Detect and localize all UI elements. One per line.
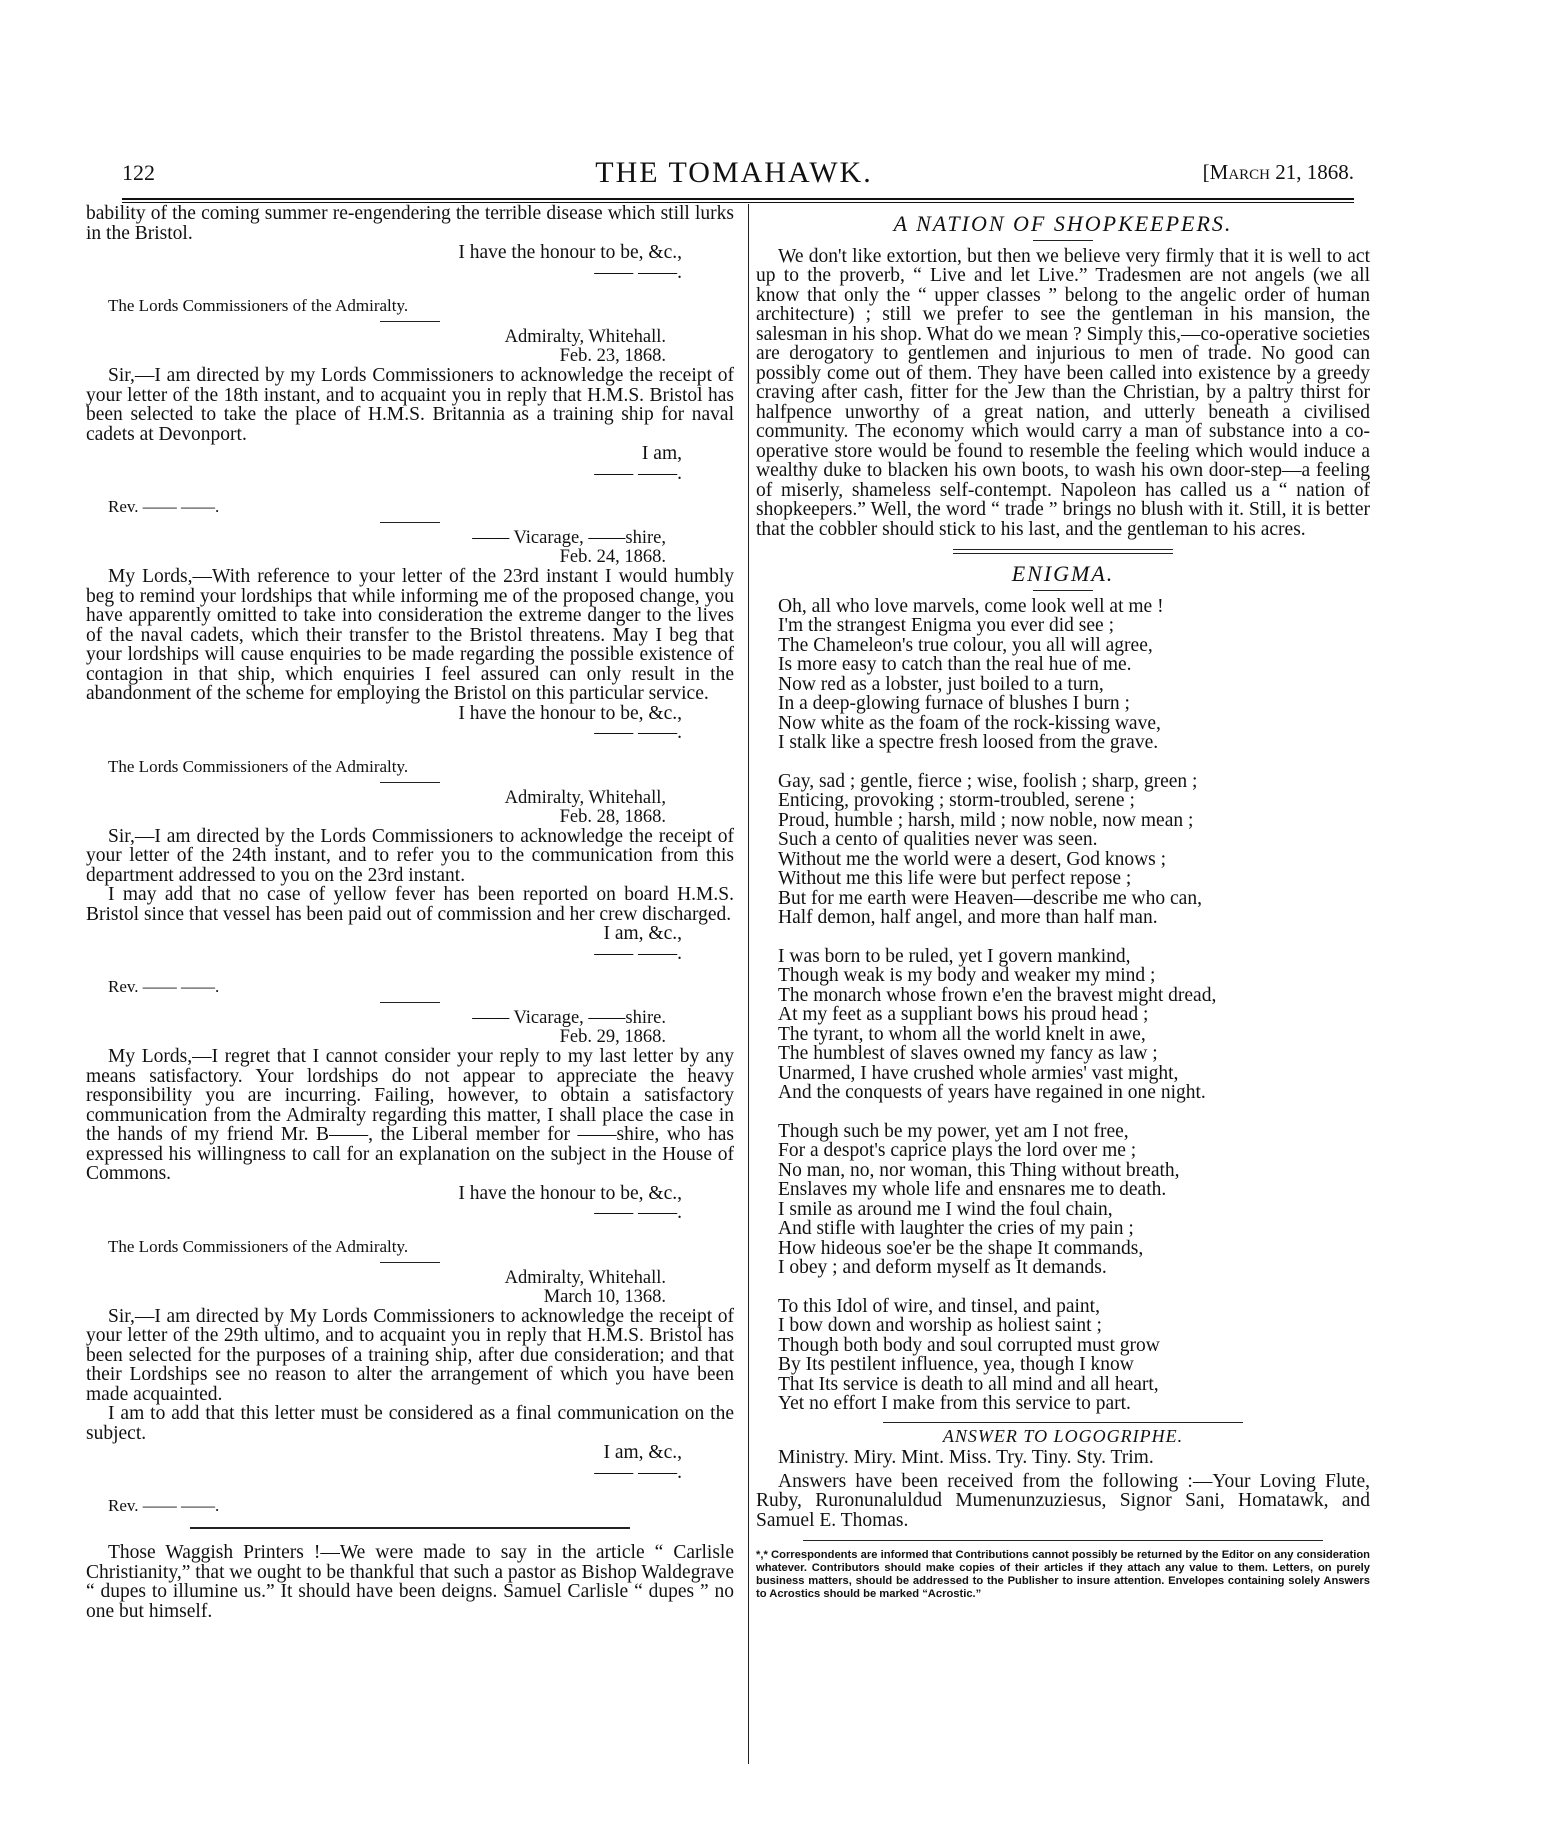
poem-line: Enslaves my whole life and ensnares me to death. [778, 1179, 1167, 1200]
separator-rule [380, 1262, 440, 1263]
section-rule [883, 1422, 1243, 1423]
letter-paragraph: My Lords,—With reference to your letter of the 23rd instant I would humbly beg to remind your lordships that while informing me of the proposed change, you have apparently omitted to take into consideration the extreme danger to the lives of the naval cadets, which their transfer to the Bristol threatens. May I beg that your lordships will cause enquiries to be made regarding the possible existence of contagion in that ship, which enquiries I feel assured can only result in the abandonment of the scheme for employing the Bristol on this particular service. [86, 566, 734, 704]
waggish-printers-paragraph: Those Waggish Printers !—We were made to say in the article “ Carlisle Christianity,” that we ought to be thankful that such a pastor as Bishop Waldegrave “ dupes to illumine us.” It should have been deigns. Samuel Carlisle “ dupes ” no one but himself. [86, 1542, 734, 1622]
answer-text: Ministry. Miry. Mint. Miss. Try. Tiny. Sty. Trim. [778, 1447, 1154, 1468]
signature-dash: —— ——. [594, 1461, 682, 1483]
letter-paragraph: Sir,—I am directed by the Lords Commissioners to acknowledge the receipt of your letter of the 24th instant, and to refer you to the communication from this department addressed to you on the 23rd instant. [86, 825, 734, 886]
date-line: Feb. 23, 1868. [559, 346, 666, 366]
poem-line: I'm the strangest Enigma you ever did see ; [778, 615, 1115, 636]
date-line: Feb. 28, 1868. [559, 806, 666, 827]
poem-line: At my feet as a suppliant bows his proud head ; [778, 1004, 1149, 1025]
poem-line: In a deep-glowing furnace of blushes I burn ; [778, 693, 1130, 714]
answers-section [756, 1448, 1370, 1530]
poem-heading: ENIGMA. [1011, 561, 1115, 586]
poem-line: I bow down and worship as holiest saint ; [778, 1315, 1102, 1336]
signature-line: I have the honour to be, &c., [458, 242, 682, 263]
place-line: —— Vicarage, ——shire, [472, 528, 666, 548]
separator-rule [380, 321, 440, 322]
signature-line: I am, [641, 443, 682, 464]
publication-title: THE TOMAHAWK. [595, 156, 873, 189]
signature-line: I have the honour to be, &c., [458, 702, 682, 724]
poem-line: I was born to be ruled, yet I govern mankind, [778, 945, 1131, 967]
article-body: We don't like extortion, but then we believe very firmly that it is well to act up to the proverb, “ Live and let Live.” Tradesmen are not angels (we all know that only the “ upper classes ” belong to the angelic order of human architecture) ; still we prefer to see the gentleman in his mansion, the salesman in his shop. What do we mean ? Simply this,—co-operative societies are derogatory to gentlemen and injurious to men of trade. No good can possibly come out of them. They have been called into existence by a greedy craving after cash, fitter for the Jew than the Christian, by a paltry thirst for halfpence unworthy of a great nation, and utterly beneath a civilised community. The economy which would carry a man of substance into a co-operative store would be found to resemble the feeling which would induce a wealthy duke to blacken his own boots, to wash his own door-step—a feeling of miserly, shameless self-contempt. Napoleon has called us a “ nation of shopkeepers.” Well, the word “ trade ” brings no blush with it. Still, it is better that the cobbler should stick to his last, and the gentleman to his acres. [756, 245, 1370, 540]
letter-continuation: bability of the coming summer re-engendering the terrible disease which still lurks in the Bristol. [86, 203, 734, 244]
poem-line: That Its service is death to all mind and all heart, [778, 1373, 1159, 1395]
poem-line: How hideous soe'er be the shape It commands, [778, 1237, 1144, 1259]
poem-line: I smile as around me I wind the foul chain, [778, 1198, 1113, 1220]
signature-line: I am, &c., [603, 923, 682, 944]
addressee: Rev. —— ——. [108, 497, 220, 516]
letter-paragraph: Sir,—I am directed by My Lords Commissioners to acknowledge the receipt of your letter of the 29th ultimo, and to acquaint you in reply that H.M.S. Bristol has been selected for the purposes of a training ship, after due consideration; and that their Lordships see no reason to alter the arrangement of which you have been made acquainted. [86, 1305, 734, 1405]
left-column [86, 204, 734, 1621]
poem-line: And the conquests of years have regained in one night. [778, 1082, 1206, 1103]
signature-dash: —— ——. [594, 942, 682, 964]
answers-received: Answers have been received from the following :—Your Loving Flute, Ruby, Ruronunaluldud Mumenunzuziesus, Signor Sani, Homatawk, and Samuel E. Thomas. [756, 1470, 1370, 1531]
signature-line: I have the honour to be, &c., [458, 1182, 682, 1204]
poem-stanza [756, 597, 1370, 753]
poem-line: For a despot's caprice plays the lord over me ; [778, 1140, 1137, 1161]
poem-line: To this Idol of wire, and tinsel, and paint, [778, 1295, 1100, 1317]
signature-dash: —— ——. [594, 462, 682, 484]
poem-line: Proud, humble ; harsh, mild ; now noble, now mean ; [778, 809, 1194, 831]
poem-line: I stalk like a spectre fresh loosed from the grave. [778, 732, 1159, 753]
poem-line: I obey ; and deform myself as It demands. [778, 1257, 1107, 1278]
poem-stanza [756, 947, 1370, 1103]
enigma-poem [756, 597, 1370, 1414]
addressee: The Lords Commissioners of the Admiralty. [108, 756, 409, 776]
issue-date: [March 21, 1868. [1202, 160, 1354, 184]
addressee: Rev. —— ——. [108, 1496, 220, 1515]
answer-heading: ANSWER TO LOGOGRIPHE. [942, 1425, 1184, 1446]
poem-line: Though weak is my body and weaker my mind ; [778, 965, 1156, 986]
poem-stanza [756, 772, 1370, 928]
addressee: Rev. —— ——. [108, 977, 220, 996]
poem-line: Enticing, provoking ; storm-troubled, serene ; [778, 790, 1135, 811]
page-number: 122 [122, 160, 155, 185]
masthead [86, 156, 1382, 200]
addressee: The Lords Commissioners of the Admiralty. [108, 1236, 409, 1256]
section-rule [953, 549, 1173, 554]
poem-line: Though both body and soul corrupted must grow [778, 1334, 1160, 1356]
poem-line: Half demon, half angel, and more than half man. [778, 907, 1158, 928]
poem-line: The Chameleon's true colour, you all will agree, [778, 634, 1153, 656]
place-line: Admiralty, Whitehall. [504, 327, 666, 347]
column-divider [748, 204, 749, 1764]
right-column [756, 204, 1370, 1601]
poem-line: But for me earth were Heaven—describe me who can, [778, 887, 1202, 909]
date-line: March 10, 1368. [543, 1286, 666, 1307]
signature-dash: —— ——. [594, 261, 682, 283]
poem-line: Such a cento of qualities never was seen. [778, 829, 1098, 850]
separator-rule [380, 1002, 440, 1003]
separator-rule [1033, 590, 1093, 591]
poem-line: The tyrant, to whom all the world knelt in awe, [778, 1023, 1146, 1045]
letter-paragraph: I may add that no case of yellow fever has been reported on board H.M.S. Bristol since that vessel has been paid out of commission and her crew discharged. [86, 884, 734, 925]
poem-line: By Its pestilent influence, yea, though I know [778, 1354, 1134, 1375]
poem-line: The humblest of slaves owned my fancy as law ; [778, 1043, 1158, 1064]
place-line: Admiralty, Whitehall. [504, 1267, 666, 1288]
place-line: —— Vicarage, ——shire. [472, 1008, 666, 1028]
letter-paragraph: I am to add that this letter must be considered as a final communication on the subject. [86, 1403, 734, 1444]
letter-paragraph: My Lords,—I regret that I cannot consider your reply to my last letter by any means satisfactory. Your lordships do not appear to appreciate the heavy responsibility you are incurring. Failing, however, to obtain a satisfactory communication from the Admiralty regarding this matter, I shall place the case in the hands of my friend Mr. B——, the Liberal member for ——shire, who has expressed his willingness to call for an explanation on the subject in the House of Commons. [86, 1046, 734, 1184]
poem-line: Yet no effort I make from this service to part. [778, 1393, 1131, 1414]
poem-line: No man, no, nor woman, this Thing without breath, [778, 1159, 1180, 1181]
poem-line: Now red as a lobster, just boiled to a turn, [778, 673, 1104, 695]
poem-stanza [756, 1122, 1370, 1278]
separator-rule [1033, 240, 1093, 241]
poem-line: Gay, sad ; gentle, fierce ; wise, foolish ; sharp, green ; [778, 770, 1198, 792]
signature-dash: —— ——. [594, 1202, 682, 1223]
poem-line: Is more easy to catch than the real hue of me. [778, 654, 1132, 675]
place-line: Admiralty, Whitehall, [504, 787, 666, 808]
newspaper-page [86, 130, 1382, 1830]
addressee: The Lords Commissioners of the Admiralty. [108, 296, 409, 315]
letter-paragraph: Sir,—I am directed by my Lords Commissioners to acknowledge the receipt of your letter of the 18th instant, and to acquaint you in reply that H.M.S. Bristol has been selected to take the place of H.M.S. Britannia as a training ship for naval cadets at Devonport. [86, 365, 734, 445]
poem-stanza [756, 1297, 1370, 1414]
article-heading: A NATION OF SHOPKEEPERS. [893, 211, 1233, 236]
date-line: Feb. 29, 1868. [559, 1027, 666, 1047]
signature-dash: —— ——. [594, 722, 682, 743]
separator-rule [380, 522, 440, 523]
separator-rule [380, 782, 440, 783]
poem-line: Now white as the foam of the rock-kissing wave, [778, 712, 1161, 734]
section-rule [190, 1527, 630, 1529]
poem-line: Though such be my power, yet am I not free, [778, 1120, 1129, 1142]
poem-line: Without me this life were but perfect repose ; [778, 868, 1132, 889]
poem-line: The monarch whose frown e'en the bravest might dread, [778, 984, 1217, 1006]
poem-line: Oh, all who love marvels, come look well at me ! [778, 595, 1164, 617]
correspondents-notice: *,* Correspondents are informed that Contributions cannot possibly be returned by the Editor on any consideration whatever. Contributors should make copies of their articles if they attach any value to them. Letters, on purely business matters, should be addressed to the Publisher to insure attention. Envelopes containing solely Answers to Acrostics should be marked “Acrostic.” [756, 1549, 1370, 1600]
poem-line: Unarmed, I have crushed whole armies' vast might, [778, 1062, 1179, 1084]
poem-line: Without me the world were a desert, God knows ; [778, 848, 1167, 870]
section-rule [803, 1540, 1323, 1541]
date-line: Feb. 24, 1868. [559, 547, 666, 567]
poem-line: And stifle with laughter the cries of my pain ; [778, 1218, 1134, 1239]
signature-line: I am, &c., [603, 1442, 682, 1463]
